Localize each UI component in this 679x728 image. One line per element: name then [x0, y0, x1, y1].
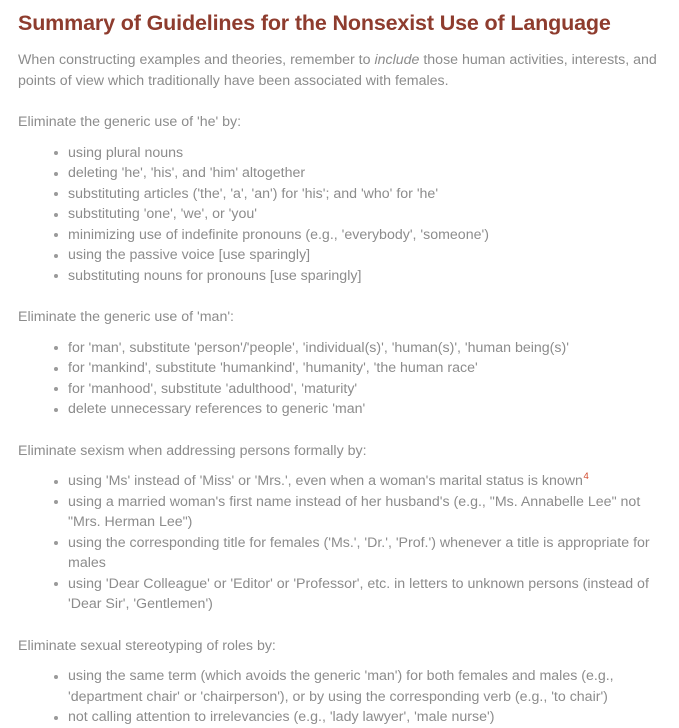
- list-item-text: not calling attention to irrelevancies (e.g., 'lady lawyer', 'male nurse'): [68, 709, 495, 725]
- list-item-text: using 'Dear Colleague' or 'Editor' or 'Professor', etc. in letters to unknown persons (instead of 'Dear Sir', 'Gentlemen'): [68, 575, 649, 612]
- list-item-text: substituting 'one', 'we', or 'you': [68, 206, 257, 222]
- section-lead-2: Eliminate the generic use of 'man':: [18, 309, 234, 325]
- list-item-text: using a married woman's first name instead of her husband's (e.g., "Ms. Annabelle Lee" not "Mrs. Herman Lee"): [68, 493, 641, 530]
- section-lead-3: Eliminate sexism when addressing persons formally by:: [18, 442, 367, 459]
- list-item-text: delete unnecessary references to generic 'man': [68, 401, 366, 417]
- list-item-text: for 'manhood', substitute 'adulthood', 'maturity': [68, 380, 358, 397]
- list-item: [50, 163, 657, 184]
- guideline-list-2: [18, 338, 657, 420]
- list-item-text: substituting articles ('the', 'a', 'an') for 'his'; and 'who' for 'he': [68, 185, 439, 202]
- guideline-list-4: [18, 666, 657, 728]
- list-item: [50, 399, 657, 420]
- section-lead-1: Eliminate the generic use of 'he' by:: [18, 114, 242, 130]
- list-item: [50, 707, 657, 728]
- guideline-list-1: [18, 143, 657, 287]
- list-item-text: using 'Ms' instead of 'Miss' or 'Mrs.', even when a woman's marital status is known: [68, 473, 583, 489]
- list-item: [50, 471, 657, 492]
- intro-text-after-emphasis: those human activities, interests, and points of view which traditionally have been associated with females.: [18, 52, 657, 89]
- list-item: [50, 225, 657, 246]
- intro-emphasis-include: include: [374, 52, 420, 68]
- footnote-reference-link[interactable]: 4: [583, 471, 589, 483]
- list-item-text: minimizing use of indefinite pronouns (e.g., 'everybody', 'someone'): [68, 226, 489, 243]
- list-item-text: using the passive voice [use sparingly]: [68, 247, 311, 263]
- list-item-text: using the same term (which avoids the generic 'man') for both females and males (e.g., 'department chair' or 'chairperson'), or by using the corresponding verb (e.g., 'to chair'): [68, 668, 614, 705]
- list-item: [50, 574, 657, 615]
- list-item: [50, 338, 657, 359]
- guideline-list-3: [18, 471, 657, 615]
- list-item: [50, 143, 657, 164]
- guidelines-sections: [18, 112, 657, 728]
- section-lead-4: Eliminate sexual stereotyping of roles by:: [18, 637, 276, 654]
- list-item: [50, 266, 657, 287]
- intro-text-before-emphasis: When constructing examples and theories, remember to: [18, 52, 375, 68]
- list-item-text: using plural nouns: [68, 144, 184, 161]
- list-item-text: substituting nouns for pronouns [use sparingly]: [68, 267, 362, 284]
- intro-paragraph: [18, 50, 657, 91]
- list-item-text: using the corresponding title for females ('Ms.', 'Dr.', 'Prof.') whenever a title is appropriate for males: [68, 534, 650, 571]
- list-item-text: deleting 'he', 'his', and 'him' altogether: [68, 165, 306, 181]
- list-item: [50, 379, 657, 400]
- list-item: [50, 533, 657, 574]
- page-title: Summary of Guidelines for the Nonsexist Use of Language: [18, 11, 611, 35]
- list-item-text: for 'mankind', substitute 'humankind', 'humanity', 'the human race': [68, 360, 478, 376]
- list-item: [50, 204, 657, 225]
- list-item: [50, 245, 657, 266]
- list-item: [50, 358, 657, 379]
- list-item: [50, 184, 657, 205]
- list-item-text: for 'man', substitute 'person'/'people', 'individual(s)', 'human(s)', 'human being(s)': [68, 339, 569, 356]
- list-item: [50, 666, 657, 707]
- list-item: [50, 492, 657, 533]
